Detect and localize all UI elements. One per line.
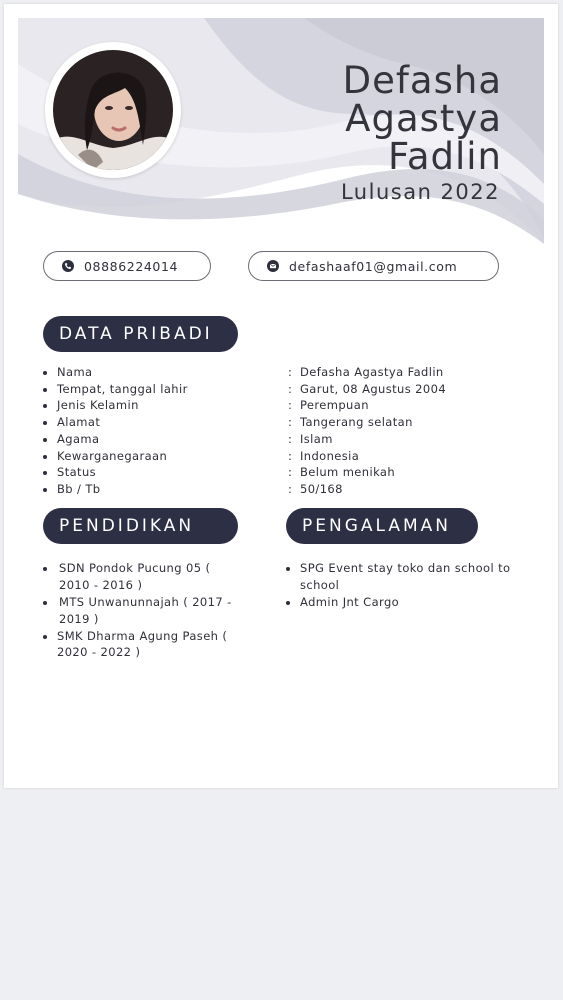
email-address: defashaaf01@gmail.com [289,258,458,274]
section-heading-education: PENDIDIKAN [43,508,238,544]
personal-value-row: : Islam [288,431,333,446]
candidate-name [342,59,502,178]
graduation-subtitle: Lulusan 2022 [340,180,500,204]
email-contact [248,251,499,281]
name-line-2: Agastya [345,97,502,140]
personal-label: Kewarganegaraan [43,448,188,465]
personal-label: Nama [43,364,188,381]
phone-icon [62,260,74,272]
profile-photo-image [53,50,173,170]
section-heading-personal: DATA PRIBADI [43,316,238,352]
personal-label: Bb / Tb [43,481,188,498]
resume-page [4,4,558,788]
personal-value-row: : Indonesia [288,448,360,463]
experience-item: SPG Event stay toko dan school to school [286,560,514,594]
education-item: SDN Pondok Pucung 05 ( 2010 - 2016 ) [43,560,243,594]
personal-label: Alamat [43,414,188,431]
personal-values [288,364,446,498]
section-heading-experience: PENGALAMAN [286,508,478,544]
personal-label: Jenis Kelamin [43,397,188,414]
portrait-illustration [53,50,173,170]
personal-label: Agama [43,431,188,448]
personal-value-row: : Belum menikah [288,465,396,480]
profile-photo [45,42,181,178]
name-line-3: Fadlin [387,135,502,178]
personal-value-row: : Perempuan [288,398,369,413]
education-item: MTS Unwanunnajah ( 2017 - 2019 ) [43,594,243,628]
education-item: SMK Dharma Agung Paseh ( 2020 - 2022 ) [43,628,243,662]
name-line-1: Defasha [342,59,502,102]
personal-label: Status [43,464,188,481]
education-list [43,560,243,661]
personal-value-row: : Defasha Agastya Fadlin [288,365,444,379]
phone-number: 08886224014 [84,258,179,274]
personal-label: Tempat, tanggal lahir [43,381,188,398]
personal-value-row: : Garut, 08 Agustus 2004 [288,381,447,396]
mail-icon [267,260,279,272]
personal-value-row: : Tangerang selatan [288,415,413,430]
personal-labels [43,364,188,498]
phone-contact [43,251,211,281]
personal-value-row: : 50/168 [288,481,343,496]
experience-item: Admin Jnt Cargo [286,594,514,611]
experience-list [286,560,514,611]
